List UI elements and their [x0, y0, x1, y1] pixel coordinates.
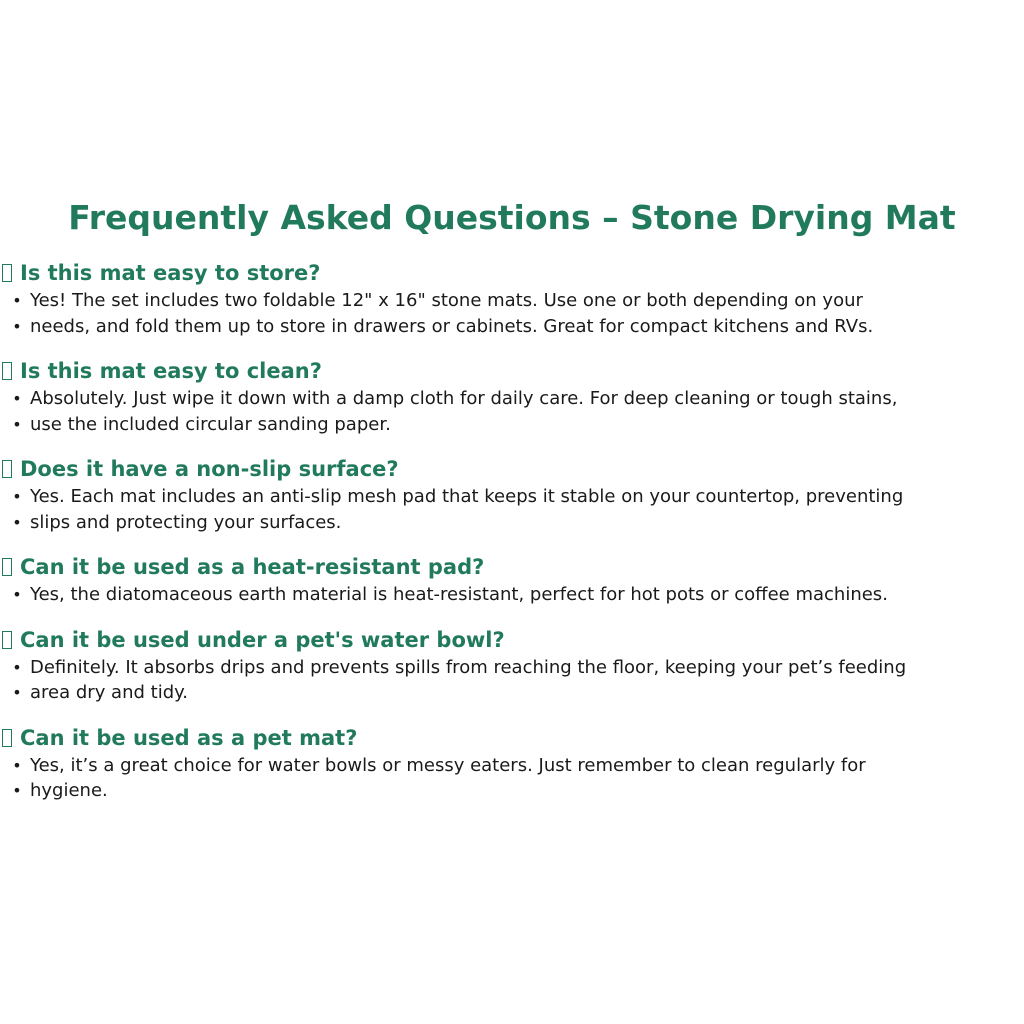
faq-item: [0, 356, 1024, 437]
faq-question: [0, 625, 1024, 655]
page-title: Frequently Asked Questions – Stone Drying Mat: [68, 198, 956, 237]
faq-question-text: Can it be used as a heat-resistant pad?: [20, 555, 485, 579]
faq-item: [0, 552, 1024, 608]
faq-question: [0, 258, 1024, 288]
faq-question-text: Is this mat easy to store?: [20, 261, 321, 285]
faq-item: [0, 723, 1024, 804]
faq-answer: [0, 753, 1024, 804]
faq-answer-text: Yes, it’s a great choice for water bowls or messy eaters. Just remember to clean regularly for: [30, 754, 866, 776]
faq-question-text: Can it be used under a pet's water bowl?: [20, 627, 505, 652]
faq-question: [0, 356, 1024, 386]
faq-answer-line: [0, 680, 1024, 706]
faq-question-text: Can it be used as a pet mat?: [20, 725, 358, 750]
faq-item: [0, 625, 1024, 706]
bullet-icon: •: [12, 585, 22, 604]
missing-glyph-box-icon: [2, 362, 12, 380]
missing-glyph-box-icon: [2, 729, 12, 747]
faq-answer-line: [0, 582, 1024, 608]
bullet-icon: •: [12, 683, 22, 702]
faq-answer-line: [0, 753, 1024, 779]
faq-item: [0, 258, 1024, 339]
faq-question: [0, 454, 1024, 484]
faq-answer-line: [0, 314, 1024, 340]
bullet-icon: •: [12, 389, 22, 408]
faq-answer: [0, 484, 1024, 535]
faq-answer-text: Yes, the diatomaceous earth material is heat-resistant, perfect for hot pots or coffee machines.: [30, 584, 888, 605]
bullet-icon: •: [12, 414, 22, 434]
faq-answer-line: [0, 484, 1024, 510]
faq-answer-line: [0, 288, 1024, 314]
faq-question-text: Is this mat easy to clean?: [20, 359, 322, 383]
faq-answer-text: hygiene.: [30, 780, 108, 801]
bullet-icon: •: [12, 512, 22, 532]
missing-glyph-box-icon: [2, 558, 12, 576]
bullet-icon: •: [12, 755, 22, 775]
faq-question: [0, 552, 1024, 582]
bullet-icon: •: [12, 316, 22, 336]
faq-list: [0, 258, 1024, 821]
faq-answer: [0, 386, 1024, 437]
bullet-icon: •: [12, 657, 22, 677]
bullet-icon: •: [12, 291, 22, 310]
faq-question-text: Does it have a non-slip surface?: [20, 457, 399, 481]
bullet-icon: •: [12, 487, 22, 506]
faq-answer-text: Yes. Each mat includes an anti-slip mesh pad that keeps it stable on your countertop, preventing: [30, 486, 904, 507]
faq-item: [0, 454, 1024, 535]
faq-answer-text: Definitely. It absorbs drips and prevents spills from reaching the floor, keeping your pet’s feeding: [30, 656, 907, 678]
faq-answer-line: [0, 412, 1024, 438]
faq-answer-text: Absolutely. Just wipe it down with a damp cloth for daily care. For deep cleaning or tough stains,: [30, 388, 898, 409]
faq-answer-text: area dry and tidy.: [30, 682, 188, 703]
faq-answer-text: needs, and fold them up to store in drawers or cabinets. Great for compact kitchens and RVs.: [30, 315, 874, 337]
faq-answer: [0, 288, 1024, 339]
faq-answer-line: [0, 510, 1024, 536]
faq-answer-line: [0, 655, 1024, 681]
faq-answer: [0, 582, 1024, 608]
faq-answer: [0, 655, 1024, 706]
faq-answer-text: Yes! The set includes two foldable 12" x 16" stone mats. Use one or both depending on your: [30, 290, 863, 311]
missing-glyph-box-icon: [2, 631, 12, 649]
missing-glyph-box-icon: [2, 460, 12, 478]
faq-answer-text: slips and protecting your surfaces.: [30, 511, 342, 533]
bullet-icon: •: [12, 781, 22, 800]
faq-answer-text: use the included circular sanding paper.: [30, 413, 391, 435]
faq-answer-line: [0, 386, 1024, 412]
faq-question: [0, 723, 1024, 753]
missing-glyph-box-icon: [2, 264, 12, 282]
faq-answer-line: [0, 778, 1024, 804]
